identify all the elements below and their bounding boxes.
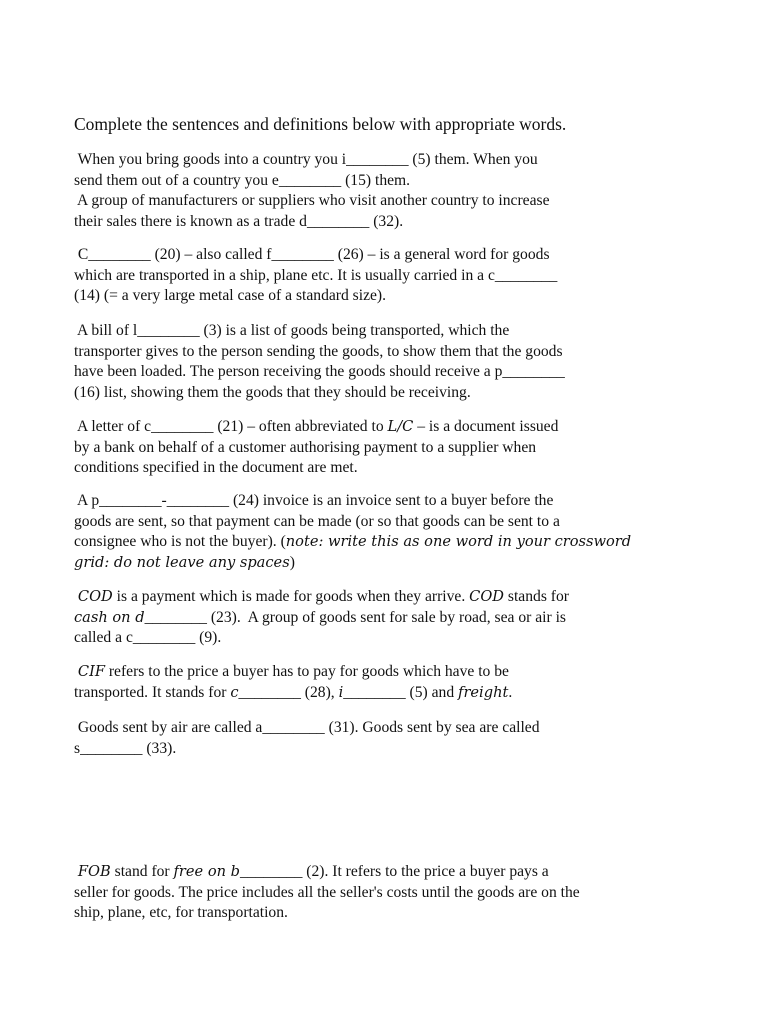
text-line bbox=[74, 903, 580, 924]
page-title: Complete the sentences and definitions below with appropriate words. bbox=[74, 114, 567, 134]
text-run: transported. It stands for bbox=[74, 683, 231, 701]
text-line bbox=[74, 512, 631, 533]
italic-text: L/C bbox=[387, 418, 414, 435]
italic-text: COD bbox=[469, 588, 504, 605]
text-line bbox=[74, 342, 565, 363]
text-run: transporter gives to the person sending the goods, to show them that the goods bbox=[74, 342, 563, 360]
italic-text: CIF bbox=[77, 663, 105, 680]
paragraph-air-sea bbox=[74, 718, 540, 759]
text-run: which are transported in a ship, plane etc. It is usually carried in a c________ bbox=[74, 266, 558, 284]
text-line bbox=[74, 628, 569, 649]
paragraph-pro-forma bbox=[74, 491, 631, 573]
text-run: ship, plane, etc, for transportation. bbox=[74, 904, 288, 922]
paragraph-fob bbox=[74, 862, 580, 924]
text-line bbox=[74, 883, 580, 904]
paragraph-cif bbox=[74, 662, 512, 703]
text-line bbox=[74, 553, 631, 574]
text-line bbox=[74, 245, 557, 266]
italic-text: free on b bbox=[173, 863, 240, 880]
text-run: ________ (23). A group of goods sent for sale by road, sea or air is bbox=[144, 608, 566, 626]
text-line bbox=[74, 191, 550, 212]
text-run: by a bank on behalf of a customer authorising payment to a supplier when bbox=[74, 438, 537, 456]
text-run: (14) (= a very large metal case of a standard size). bbox=[74, 287, 387, 305]
text-line bbox=[74, 532, 631, 553]
text-run: A bill of l________ (3) is a list of goods being transported, which the bbox=[74, 322, 510, 339]
text-line bbox=[74, 662, 512, 683]
text-line bbox=[74, 608, 569, 629]
text-line bbox=[74, 683, 512, 704]
text-run: seller for goods. The price includes all the seller's costs until the goods are on the bbox=[74, 883, 580, 901]
text-run: consignee who is not the buyer). ( bbox=[74, 533, 286, 551]
text-line bbox=[74, 491, 631, 512]
text-run: stands for bbox=[504, 588, 569, 605]
text-run: Goods sent by air are called a________ (31). Goods sent by sea are called bbox=[74, 719, 540, 736]
text-line bbox=[74, 458, 558, 479]
italic-text: grid: do not leave any spaces bbox=[74, 553, 290, 571]
text-line bbox=[74, 321, 565, 342]
text-run: have been loaded. The person receiving the goods should receive a p________ bbox=[74, 363, 565, 381]
text-line bbox=[74, 171, 550, 192]
text-line bbox=[74, 739, 540, 760]
italic-text: note: write this as one word in your crossword bbox=[285, 533, 632, 551]
text-run: is a payment which is made for goods when they arrive. bbox=[112, 588, 470, 605]
paragraph-cargo bbox=[74, 245, 557, 307]
italic-text: freight bbox=[458, 683, 509, 701]
text-run: C________ (20) – also called f________ (26) – is a general word for goods bbox=[74, 246, 550, 263]
paragraph-bill-of-lading bbox=[74, 321, 565, 403]
text-run: s________ (33). bbox=[74, 739, 177, 757]
text-run: A letter of c________ (21) – often abbreviated to bbox=[74, 418, 388, 435]
text-run: send them out of a country you e________ (15) them. bbox=[74, 171, 411, 189]
paragraph-cod bbox=[74, 587, 569, 649]
text-run: ________ (28), bbox=[238, 683, 339, 701]
text-run: ________ (2). It refers to the price a buyer pays a bbox=[240, 863, 549, 880]
text-line bbox=[74, 438, 558, 459]
text-line bbox=[74, 150, 550, 171]
text-run: their sales there is known as a trade d________ (32). bbox=[74, 212, 404, 230]
text-line bbox=[74, 362, 565, 383]
text-line bbox=[74, 587, 569, 608]
text-run: A group of manufacturers or suppliers who visit another country to increase bbox=[74, 192, 550, 210]
text-line bbox=[74, 718, 540, 739]
text-run: – is a document issued bbox=[413, 418, 559, 435]
paragraph-letter-of-credit bbox=[74, 417, 558, 479]
text-line bbox=[74, 286, 557, 307]
text-line bbox=[74, 862, 580, 883]
text-line bbox=[74, 383, 565, 404]
text-run: ________ (5) and bbox=[343, 683, 459, 701]
text-run: conditions specified in the document are met. bbox=[74, 459, 358, 477]
italic-text: FOB bbox=[77, 863, 111, 880]
text-run: A p________-________ (24) invoice is an invoice sent to a buyer before the bbox=[74, 492, 554, 509]
paragraph-import-export bbox=[74, 150, 550, 232]
text-run: goods are sent, so that payment can be made (or so that goods can be sent to a bbox=[74, 512, 560, 530]
text-run: . bbox=[508, 683, 513, 701]
text-run: called a c________ (9). bbox=[74, 629, 222, 647]
text-run: (16) list, showing them the goods that they should be receiving. bbox=[74, 383, 471, 401]
italic-text: i bbox=[338, 683, 344, 701]
italic-text: COD bbox=[77, 588, 113, 605]
text-run: refers to the price a buyer has to pay for goods which have to be bbox=[104, 663, 509, 680]
italic-text: c bbox=[230, 683, 239, 701]
text-run: When you bring goods into a country you i________ (5) them. When you bbox=[74, 151, 538, 168]
text-line bbox=[74, 417, 558, 438]
italic-text: cash on d bbox=[74, 608, 145, 626]
text-line bbox=[74, 212, 550, 233]
text-line bbox=[74, 266, 557, 287]
text-run: stand for bbox=[110, 863, 174, 880]
text-run: ) bbox=[289, 553, 295, 571]
